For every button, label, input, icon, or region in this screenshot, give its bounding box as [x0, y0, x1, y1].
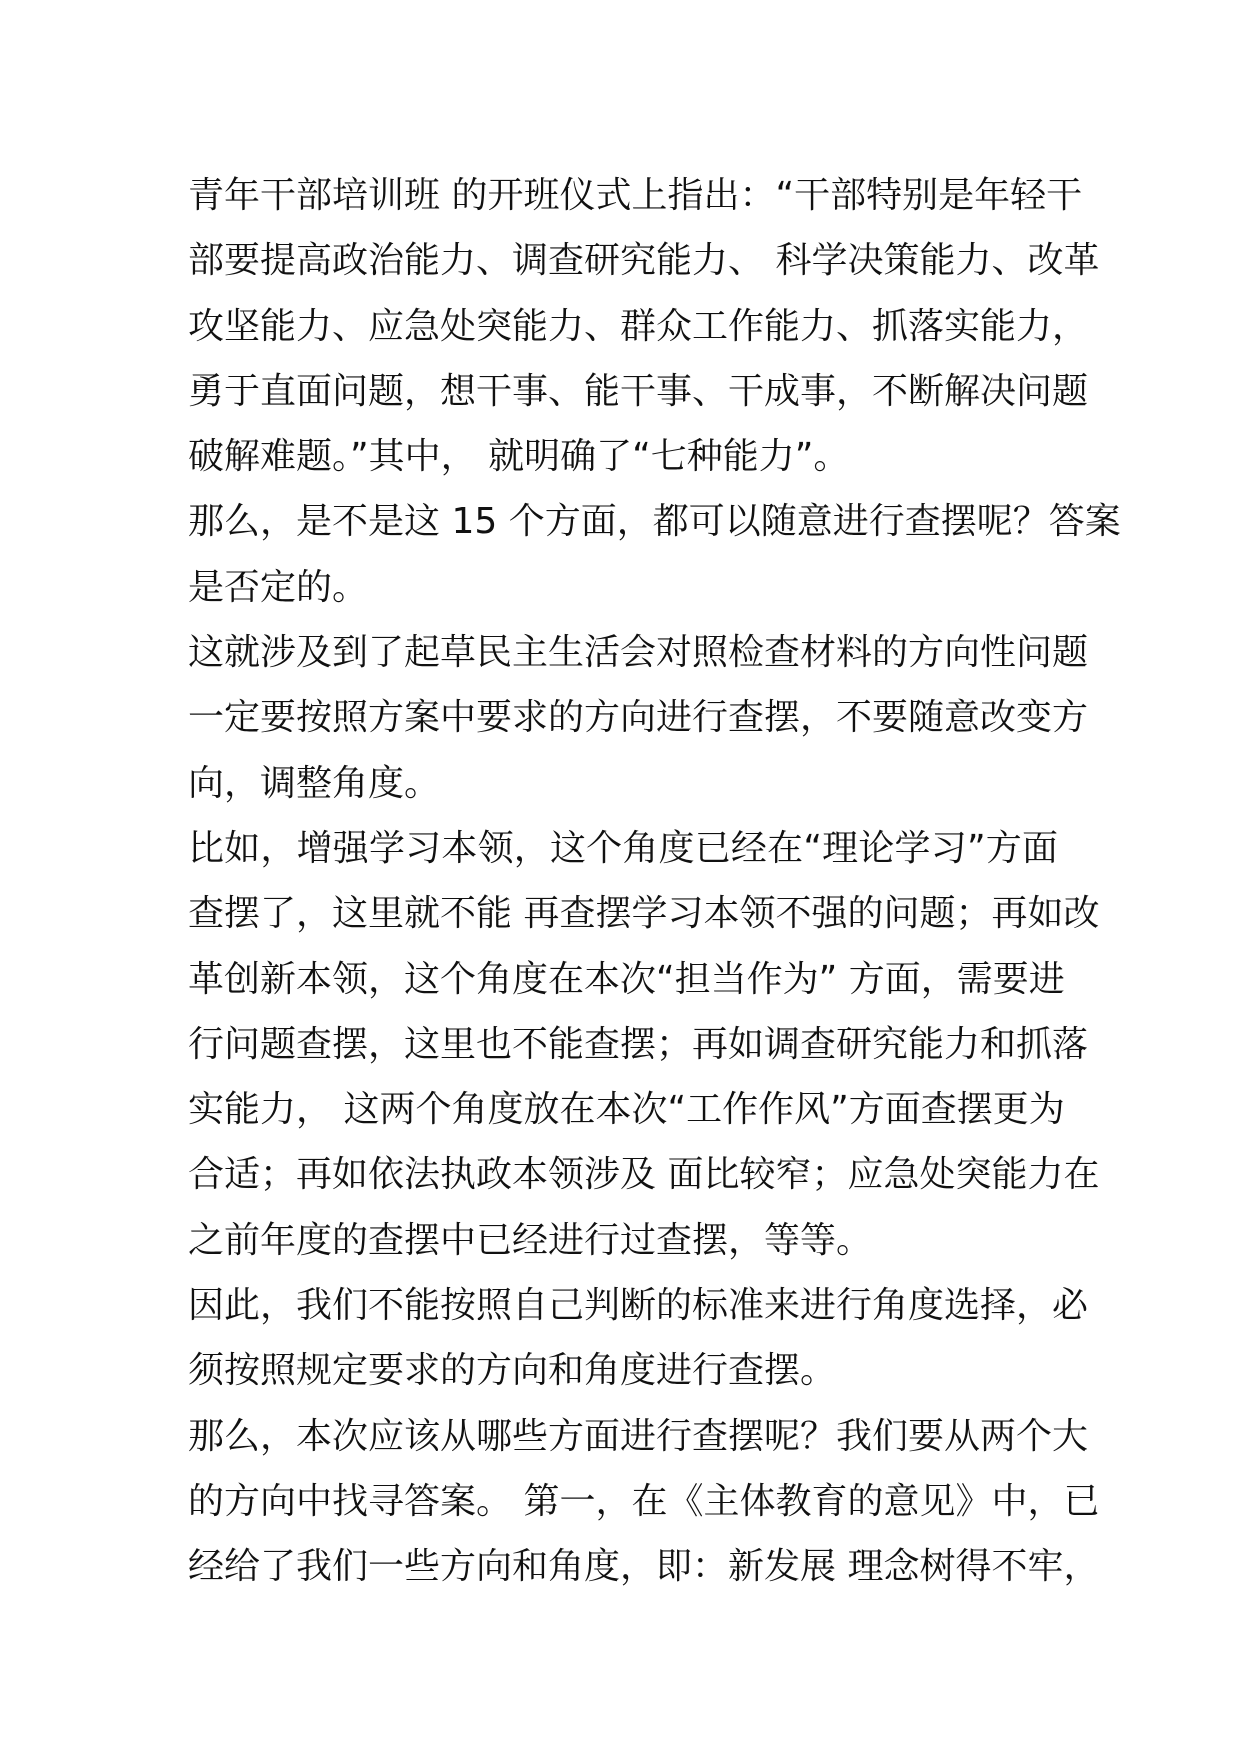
- text-line: 经给了我们一些方向和角度，即：新发展 理念树得不牢，: [188, 1546, 1100, 1588]
- text-line: 是否定的。: [188, 566, 369, 608]
- text-line: 向，调整角度。: [188, 762, 441, 804]
- text-line: 破解难题。”其中， 就明确了“七种能力”。: [188, 436, 850, 478]
- text-line: 一定要按照方案中要求的方向进行查摆，不要随意改变方: [188, 697, 1089, 739]
- text-line: 革创新本领，这个角度在本次“担当作为” 方面，需要进: [188, 958, 1065, 1000]
- text-line: 部要提高政治能力、调查研究能力、 科学决策能力、改革: [188, 240, 1100, 282]
- text-line: 这就涉及到了起草民主生活会对照检查材料的方向性问题: [188, 632, 1089, 674]
- text-line: 青年干部培训班 的开班仪式上指出：“干部特别是年轻干: [188, 175, 1083, 216]
- text-line: 因此，我们不能按照自己判断的标准来进行角度选择，必: [188, 1285, 1089, 1327]
- text-line: 比如，增强学习本领，这个角度已经在“理论学习”方面: [188, 827, 1058, 869]
- text-line: 合适；再如依法执政本领涉及 面比较窄；应急处突能力在: [188, 1154, 1100, 1196]
- text-line: 那么，是不是这 15 个方面，都可以随意进行查摆呢？答案: [188, 501, 1121, 543]
- text-line: 勇于直面问题，想干事、能干事、干成事，不断解决问题: [188, 370, 1089, 412]
- text-line: 那么，本次应该从哪些方面进行查摆呢？我们要从两个大: [188, 1415, 1089, 1457]
- text-line: 查摆了，这里就不能 再查摆学习本领不强的问题；再如改: [188, 893, 1100, 935]
- text-line: 的方向中找寻答案。 第一，在《主体教育的意见》中，已: [188, 1480, 1100, 1522]
- text-line: 行问题查摆，这里也不能查摆；再如调查研究能力和抓落: [188, 1023, 1089, 1065]
- text-line: 须按照规定要求的方向和角度进行查摆。: [188, 1350, 837, 1392]
- text-line: 之前年度的查摆中已经进行过查摆，等等。: [188, 1219, 873, 1261]
- text-line: 实能力， 这两个角度放在本次“工作作风”方面查摆更为: [188, 1089, 1065, 1131]
- document-body: [188, 163, 1121, 1600]
- text-line: 攻坚能力、应急处突能力、群众工作能力、抓落实能力，: [188, 305, 1089, 347]
